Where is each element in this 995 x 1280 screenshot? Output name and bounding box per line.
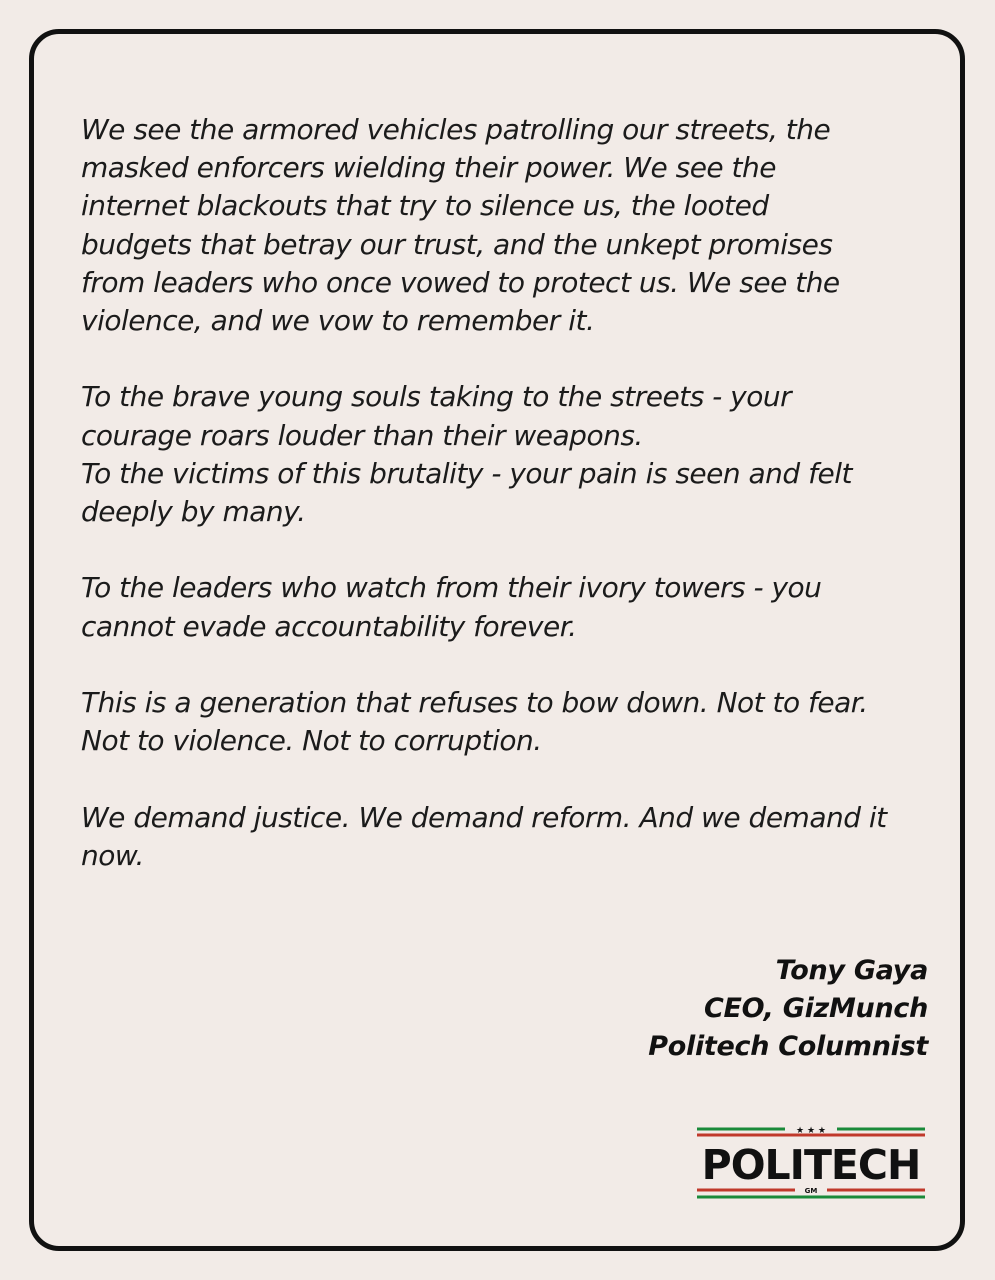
text-line: To the victims of this brutality - your pain is seen and felt xyxy=(81,456,852,490)
signature-name: Tony Gaya xyxy=(775,955,928,986)
paragraph-1 xyxy=(81,111,931,340)
text-line: Not to violence. Not to corruption. xyxy=(81,724,542,758)
text-line: violence, and we vow to remember it. xyxy=(81,304,595,338)
text-line: We demand justice. We demand reform. And we demand it xyxy=(81,800,887,834)
text-line: deeply by many. xyxy=(81,495,306,529)
signature-role: Politech Columnist xyxy=(648,1031,928,1062)
text-line: We see the armored vehicles patrolling our streets, the xyxy=(81,113,831,146)
logo-wordmark: POLITECH xyxy=(701,1141,921,1189)
signature-block xyxy=(648,952,928,1066)
text-line: courage roars louder than their weapons. xyxy=(81,418,643,452)
text-line: now. xyxy=(81,838,144,872)
text-line: internet blackouts that try to silence us, the looted xyxy=(81,189,769,223)
logo-submark: GM xyxy=(804,1187,818,1195)
paragraph-4 xyxy=(81,684,931,760)
signature-title: CEO, GizMunch xyxy=(703,993,928,1024)
logo-stars: ★ ★ ★ xyxy=(796,1126,826,1136)
text-line: cannot evade accountability forever. xyxy=(81,609,577,643)
paragraph-3 xyxy=(81,569,931,645)
paragraph-2 xyxy=(81,378,931,531)
politech-logo xyxy=(693,1121,929,1211)
text-line: To the brave young souls taking to the streets - your xyxy=(81,380,792,414)
letter-frame xyxy=(29,29,965,1251)
letter-body xyxy=(81,111,931,913)
text-line: masked enforcers wielding their power. We see the xyxy=(81,151,777,185)
text-line: from leaders who once vowed to protect us. We see the xyxy=(81,265,840,299)
text-line: This is a generation that refuses to bow down. Not to fear. xyxy=(81,686,868,719)
text-line: To the leaders who watch from their ivory towers - you xyxy=(81,571,822,605)
text-line: budgets that betray our trust, and the unkept promises xyxy=(81,227,833,261)
paragraph-5 xyxy=(81,799,931,875)
